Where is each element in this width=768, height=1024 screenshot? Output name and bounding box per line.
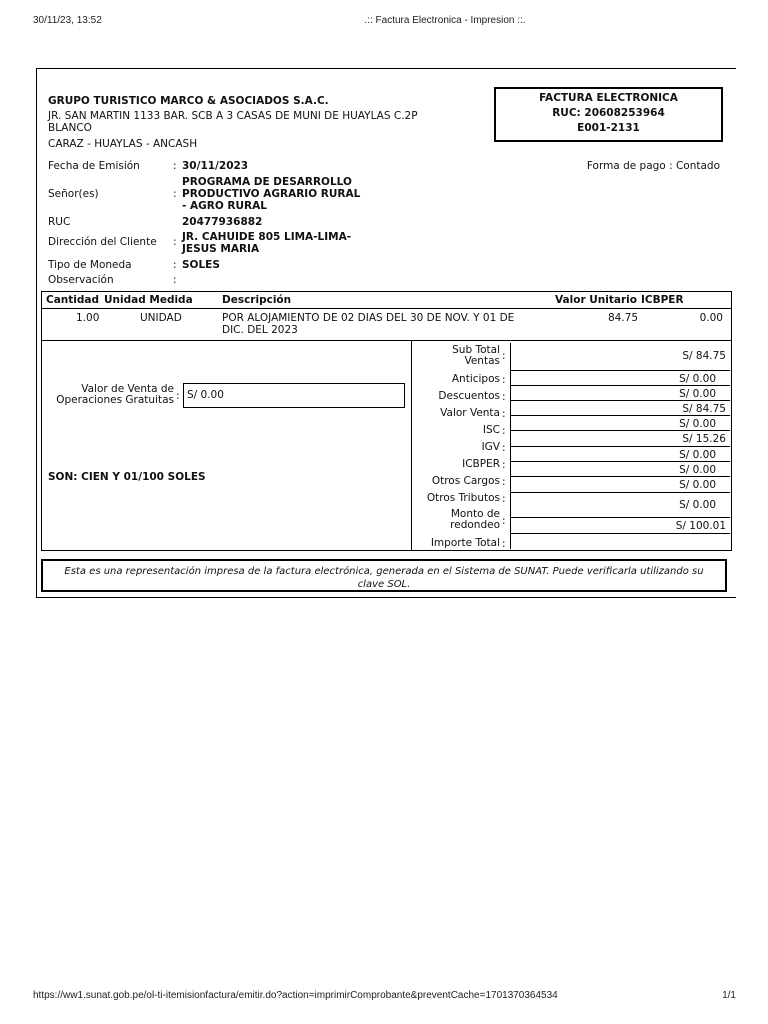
print-page-title: .:: Factura Electronica - Impresion ::. [364, 15, 526, 26]
print-url: https://ww1.sunat.gob.pe/ol-ti-itemisionfactura/emitir.do?action=imprimirComprobante&preventCache=1701370364534 [33, 990, 558, 1001]
divider [510, 446, 730, 447]
sunat-note-box [41, 559, 727, 592]
direccion-line2: JESUS MARIA [182, 243, 260, 255]
colon: : [173, 160, 177, 172]
icbper-total-label: ICBPER [462, 458, 500, 470]
direccion-label: Dirección del Cliente [48, 236, 157, 248]
fecha-value: 30/11/2023 [182, 160, 249, 172]
issuer-address-line1: JR. SAN MARTIN 1133 BAR. SCB A 3 CASAS DE MUNI DE HUAYLAS C.2P [48, 110, 418, 122]
summary-bottom-border [41, 550, 412, 551]
colon: : [502, 442, 506, 454]
row-cantidad: 1.00 [76, 312, 100, 324]
importe-total-label: Importe Total [430, 537, 500, 549]
print-page-number: 1/1 [722, 990, 736, 1001]
colon: : [502, 391, 506, 403]
icbper-total-value: S/ 0.00 [679, 449, 716, 461]
direccion-line1: JR. CAHUIDE 805 LIMA-LIMA- [182, 231, 352, 243]
divider [510, 476, 730, 477]
ruc-label: RUC [48, 216, 71, 228]
items-header-divider [41, 308, 732, 309]
anticipos-label: Anticipos [451, 373, 500, 385]
valor-venta-label: Valor Venta [440, 407, 500, 419]
isc-value: S/ 0.00 [679, 418, 716, 430]
header-unidad: Unidad Medida [104, 294, 193, 306]
header-valor-unitario: Valor Unitario [555, 294, 637, 306]
issuer-location: CARAZ - HUAYLAS - ANCASH [48, 138, 198, 150]
sunat-note-line2: clave SOL. [357, 579, 411, 590]
otros-cargos-label: Otros Cargos [431, 475, 500, 487]
row-valor-unitario: 84.75 [607, 312, 638, 324]
row-icbper: 0.00 [699, 312, 723, 324]
senor-line2: PRODUCTIVO AGRARIO RURAL [182, 188, 361, 200]
row-descripcion-line1: POR ALOJAMIENTO DE 02 DIAS DEL 30 DE NOV. Y 01 DE [222, 312, 515, 324]
colon: : [502, 538, 506, 550]
senor-label: Señor(es) [48, 188, 99, 200]
colon: : [173, 188, 177, 200]
fecha-label: Fecha de Emisión [48, 160, 140, 172]
sub-total-value: S/ 84.75 [682, 350, 726, 362]
sub-total-label-line1: Sub Total [452, 344, 500, 356]
summary-left-border [41, 341, 42, 551]
colon: : [502, 459, 506, 471]
sub-total-label-line2: Ventas [464, 355, 500, 367]
header-icbper: ICBPER [641, 294, 684, 306]
client-ruc: 20477936882 [182, 216, 263, 228]
senor-line1: PROGRAMA DE DESARROLLO [182, 176, 352, 188]
gratuitas-value: S/ 0.00 [183, 383, 405, 408]
header-descripcion: Descripción [222, 294, 292, 306]
sunat-note-line1: Esta es una representación impresa de la factura electrónica, generada en el Sistema de SUNAT. Puede verificarla utilizando su [64, 566, 704, 577]
row-unidad: UNIDAD [140, 312, 182, 324]
colon: : [173, 274, 177, 286]
igv-label: IGV [481, 441, 500, 453]
monto-redondeo-label-line2: redondeo [450, 519, 500, 531]
gratuitas-label [50, 384, 174, 406]
descuentos-value: S/ 0.00 [679, 388, 716, 400]
igv-value: S/ 15.26 [682, 433, 726, 445]
monto-redondeo-label [420, 509, 500, 531]
divider [510, 430, 730, 431]
issuer-name: GRUPO TURISTICO MARCO & ASOCIADOS S.A.C. [48, 95, 329, 107]
print-datetime: 30/11/23, 13:52 [33, 15, 102, 26]
divider [510, 461, 730, 462]
colon: : [502, 408, 506, 420]
divider [510, 415, 730, 416]
divider [510, 370, 730, 371]
document-type: FACTURA ELECTRONICA [539, 92, 678, 104]
otros-tributos-value-line: S/ 0.00 [679, 479, 716, 491]
descuentos-label: Descuentos [438, 390, 500, 402]
divider [510, 517, 730, 518]
gratuitas-label-line1: Valor de Venta de [81, 383, 174, 395]
moneda-label: Tipo de Moneda [48, 259, 132, 271]
son-text: SON: CIEN Y 01/100 SOLES [48, 471, 206, 483]
moneda-value: SOLES [182, 259, 220, 271]
sub-total-label [420, 345, 500, 367]
observacion-label: Observación [48, 274, 114, 286]
header-cantidad: Cantidad [46, 294, 100, 306]
colon: : [502, 515, 506, 527]
importe-total-value: S/ 100.01 [675, 520, 726, 532]
colon: : [502, 374, 506, 386]
isc-label: ISC [482, 424, 500, 436]
document-id-box [494, 87, 723, 142]
gratuitas-label-line2: Operaciones Gratuitas [56, 394, 174, 406]
issuer-address-line2: BLANCO [48, 122, 92, 134]
divider [510, 400, 730, 401]
colon: : [502, 493, 506, 505]
divider [510, 492, 730, 493]
colon: : [502, 476, 506, 488]
otros-tributos-label: Otros Tributos [426, 492, 500, 504]
row-descripcion-line2: DIC. DEL 2023 [222, 324, 298, 336]
colon: : [502, 425, 506, 437]
monto-redondeo-label-line1: Monto de [450, 508, 500, 520]
colon: : [502, 350, 506, 362]
divider [510, 533, 730, 534]
forma-pago: Forma de pago : Contado [586, 160, 720, 172]
otros-tributos-value: S/ 0.00 [679, 499, 716, 511]
valor-venta-value: S/ 84.75 [682, 403, 726, 415]
otros-cargos-value: S/ 0.00 [679, 464, 716, 476]
gratuitas-colon: : [176, 390, 180, 402]
senor-line3: - AGRO RURAL [182, 200, 267, 212]
colon: : [173, 236, 177, 248]
anticipos-value: S/ 0.00 [679, 373, 716, 385]
document-number: E001-2131 [577, 122, 640, 134]
colon: : [173, 259, 177, 271]
divider [510, 385, 730, 386]
issuer-ruc: RUC: 20608253964 [552, 107, 665, 119]
